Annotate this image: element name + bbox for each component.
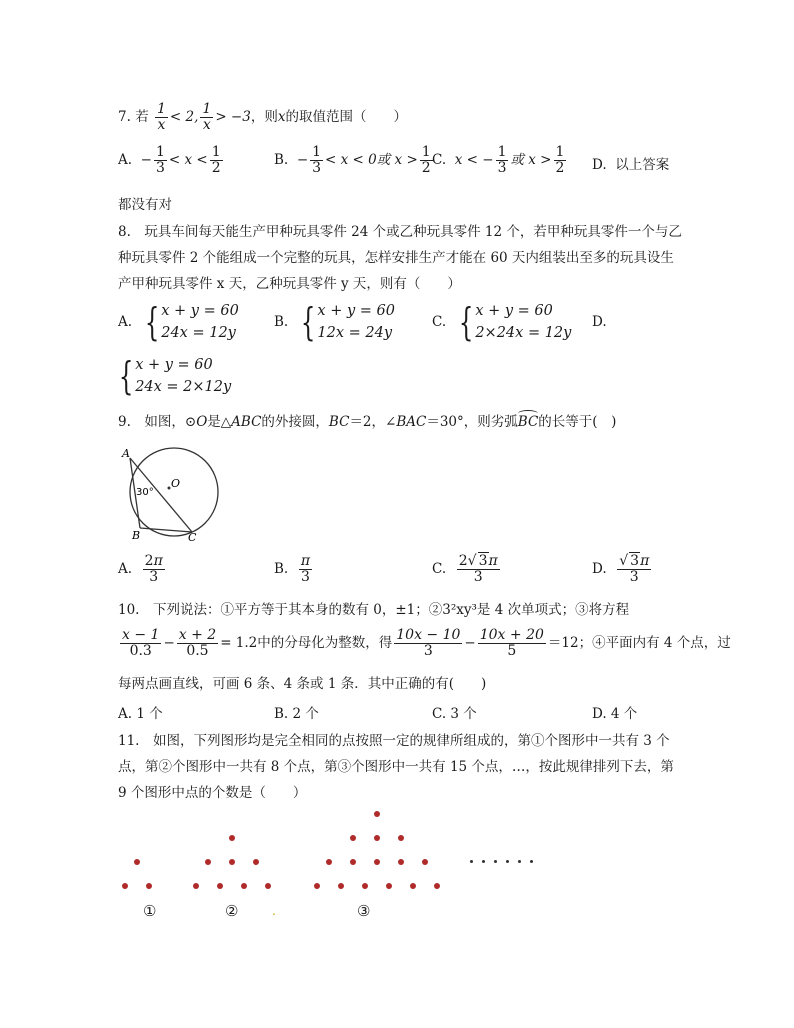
q7-option-c[interactable]: C. x < − $\frac{1}{3}$ 或 x > $\frac{1}{2}$: [432, 144, 565, 176]
ellipsis-dot: [494, 860, 497, 863]
fig3-dot: [350, 859, 356, 865]
fig3-dot: [386, 883, 392, 889]
fig1-dot: [122, 883, 128, 889]
fig3-dot: [374, 859, 380, 865]
fig3-dot: [374, 835, 380, 841]
q9-option-c[interactable]: C. $\frac{2√ 3\pi}{3}$: [432, 553, 498, 585]
label-o: O: [171, 477, 181, 490]
q7-option-b[interactable]: B. − $\frac{1}{3}$ < x < 0或 x > $\frac{1}{2}$: [274, 144, 431, 176]
fig1-dot: [146, 883, 152, 889]
q8-option-b[interactable]: B. { x + y = 60 12x = 24y: [274, 300, 395, 344]
label-c: C: [188, 531, 197, 542]
q10-line-3: 每两点画直线，可画 6 条、4 条或 1 条．其中正确的有( ): [118, 676, 487, 692]
fig2-dot: [193, 883, 199, 889]
q9-figure: [116, 446, 220, 542]
stray-mark: .: [272, 904, 276, 918]
q11-line-3: 9 个图形中点的个数是（ ）: [118, 785, 307, 801]
label-angle: 30°: [136, 487, 154, 498]
q11-line-1: 11. 如图，下列图形均是完全相同的点按照一定的规律所组成的，第①个图形中一共有 3 个: [118, 733, 670, 749]
fig3-dot: [422, 859, 428, 865]
label-a: A: [122, 447, 130, 460]
q8-option-d-label[interactable]: D.: [592, 314, 607, 330]
q11-line-2: 点，第②个图形中一共有 8 个点，第③个图形中一共有 15 个点，…，按此规律排列下去，第: [118, 759, 674, 775]
fig2-dot: [241, 883, 247, 889]
fig1-dot: [134, 859, 140, 865]
q7-option-a[interactable]: A. − $\frac{1}{3}$ < x < $\frac{1}{2}$: [118, 144, 221, 176]
ellipsis-dot: [530, 860, 533, 863]
q11-label-2: ②: [225, 902, 239, 920]
fig2-dot: [229, 835, 235, 841]
q8-option-a[interactable]: A. { x + y = 60 24x = 12y: [118, 300, 239, 344]
q10-option-d[interactable]: D. 4 个: [592, 706, 638, 722]
q7-stem: 7. 若 $\frac{1}{x}$ < 2, $\frac{1}{x}$ > −3，则x的取值范围（ ）: [118, 101, 407, 133]
q9-stem: 9. 如图，⊙O是△ABC的外接圆，BC＝2，∠BAC＝30°，则劣弧BC 的长等于( ): [118, 410, 616, 430]
q10-option-b[interactable]: B. 2 个: [274, 706, 319, 722]
label-b: B: [132, 529, 141, 542]
fig2-dot: [229, 859, 235, 865]
fig3-dot: [326, 859, 332, 865]
fig2-dot: [253, 859, 259, 865]
q7-option-d[interactable]: D. 以上答案: [592, 157, 670, 173]
ellipsis-dot: [482, 860, 485, 863]
q8-option-d[interactable]: { x + y = 60 24x = 2×12y: [118, 354, 232, 398]
fig3-dot: [410, 883, 416, 889]
ellipsis-dot: [470, 860, 473, 863]
q10-option-a[interactable]: A. 1 个: [118, 706, 163, 722]
fig3-dot: [398, 859, 404, 865]
q10-line-1: 10. 下列说法：①平方等于其本身的数有 0，±1；②3²xy³是 4 次单项式；③将方程: [118, 602, 630, 618]
fig2-dot: [205, 859, 211, 865]
ellipsis-dot: [506, 860, 509, 863]
q8-line-1: 8. 玩具车间每天能生产甲种玩具零件 24 个或乙种玩具零件 12 个，若甲种玩具零件一个与乙: [118, 224, 682, 240]
fig3-dot: [398, 835, 404, 841]
side-bc: [140, 528, 192, 532]
fig3-dot: [362, 883, 368, 889]
q9-option-b[interactable]: B. $\frac{\pi}{3}$: [274, 553, 311, 585]
q11-label-3: ③: [357, 902, 371, 920]
q10-option-c[interactable]: C. 3 个: [432, 706, 477, 722]
fig3-dot: [338, 883, 344, 889]
q9-option-a[interactable]: A. $\frac{2\pi}{3}$: [118, 553, 163, 585]
ellipsis-dot: [518, 860, 521, 863]
fig3-dot: [434, 883, 440, 889]
q9-option-d[interactable]: D. $\frac{√ 3\pi}{3}$: [592, 553, 650, 585]
fig3-dot: [314, 883, 320, 889]
q8-option-c[interactable]: C. { x + y = 60 2×24x = 12y: [432, 300, 572, 344]
q11-label-1: ①: [143, 902, 157, 920]
fig2-dot: [217, 883, 223, 889]
q8-line-2: 种玩具零件 2 个能组成一个完整的玩具，怎样安排生产才能在 60 天内组装出至多的玩具设生: [118, 250, 674, 266]
fig3-dot: [350, 835, 356, 841]
q10-line-2: $\frac{x - 1}{0.3}$ − $\frac{x + 2}{0.5}$ = 1.2中的分母化为整数，得 $\frac{10x - 10}{3}$ − $\frac{10x + 20}{5}$ ＝12；④平面内有 4 个点，过: [122, 627, 731, 659]
fig2-dot: [265, 883, 271, 889]
fig3-dot: [374, 811, 380, 817]
q8-line-3: 产甲种玩具零件 x 天，乙种玩具零件 y 天，则有（ ）: [118, 276, 461, 292]
q7-option-d-wrap: 都没有对: [118, 197, 172, 213]
